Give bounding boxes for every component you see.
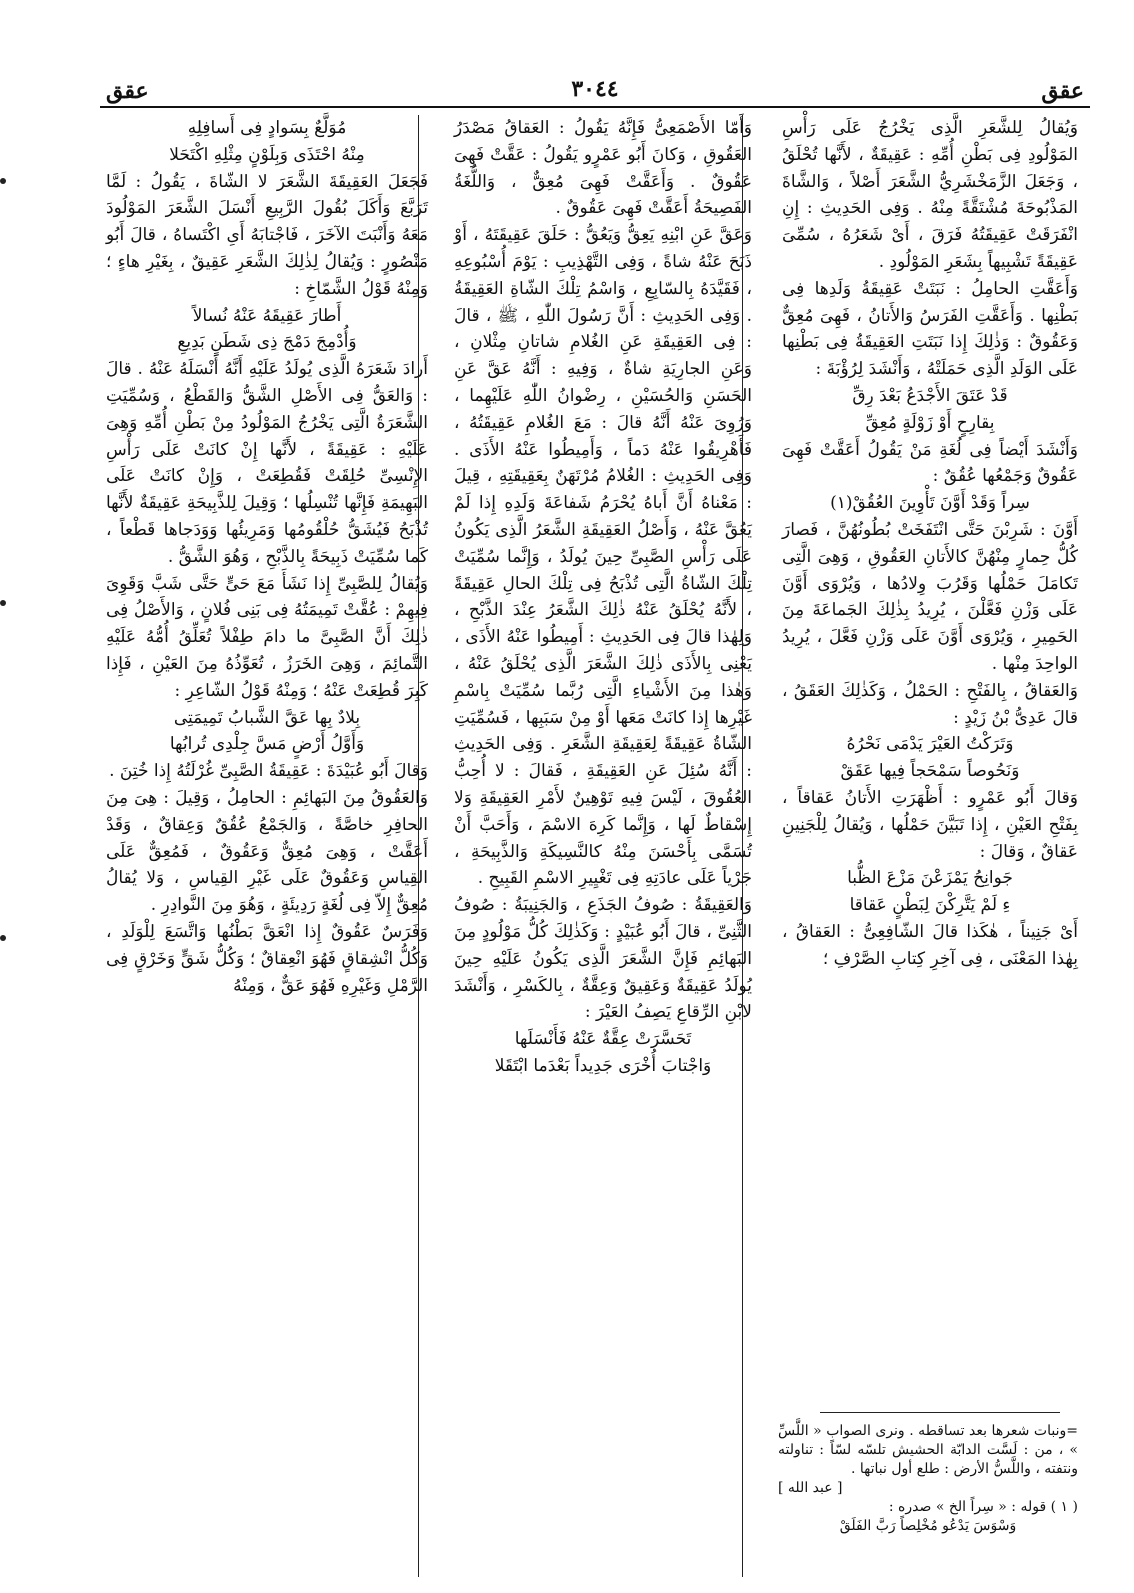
footnote-1: ( ١ ) قوله : « سِراً الخ » صدره : [888, 1499, 1078, 1515]
page-header [100, 76, 1090, 106]
verse-line: بِقارِحٍ أَوْ زَوْلَةٍ مُعِقِّ [865, 412, 995, 433]
column-middle [454, 115, 752, 1080]
paragraph: وَأَنْشَدَ أَيْضاً فِى لُغَةِ مَنْ يَقُولُ أَعَقَّتْ فَهِىَ عَقُوقٌ وَجَمْعُها عُقُقٌ : [782, 439, 1078, 487]
verse-line: مُوَلَّعٌ بِسَوادٍ فِى أَسافِلِهِ [187, 118, 347, 138]
paragraph: وَيُقالُ لِلصَّبِىِّ إِذا نَشَأَ مَعَ حَىٍّ حَتَّى شَبَّ وَقَوِىَ فِيهِمْ : عُقَّتْ تَمِيمَتُهُ فِى بَنِى فُلانٍ ، وَالأَصْلُ فِى ذٰلِكَ أَنَّ الصَّبِىَّ ما دامَ طِفْلاً تُعَلِّقُ أُمُّهُ عَلَيْهِ التَّمائِمَ ، وَهِىَ الخَرَزُ ، تُعَوِّذُهُ مِنَ العَيْنِ ، فَإِذا كَبِرَ قُطِعَتْ عَنْهُ ؛ وَمِنْهُ قَوْلُ الشّاعِرِ : [106, 573, 428, 701]
verse-line: ءِ لَمْ يَتَّرِكْنَ لِبَطْنٍ عَقاقا [849, 895, 1011, 916]
paragraph: أَرادَ شَعَرَهُ الَّذِى يُولَدُ عَلَيْهِ أَنَّهُ أَنْسَلَهُ عَنْهُ . قالَ : وَالعَقُّ فِى الأَصْلِ الشَّقُّ وَالقَطْعُ ، وَسُمِّيَتِ الشَّعَرَةُ الَّتِى يَخْرُجُ المَوْلُودُ مِنْ بَطْنِ أُمِّهِ وَهِىَ عَلَيْهِ : عَقِيقَةً ، لأَنَّها إِنْ كانَتْ عَلَى رَأْسِ الإِنْسِىِّ حُلِقَتْ فَقُطِعَتْ ، وَإِنْ كانَتْ عَلَى البَهِيمَةِ فَإِنَّها تُنْسِلُها ؛ وَقِيلَ لِلذَّبِيحَةِ عَقِيقَةٌ لأَنَّها تُذْبَحُ فَيُشَقُّ حُلْقُومُها وَمَرِيئُها وَوَدَجاها قَطْعاً ، كَما سُمِّيَتْ ذَبِيحَةً بِالذَّبْحِ ، وَهُوَ الشَّقُّ . [106, 359, 428, 567]
scan-mark [0, 600, 6, 606]
column-left [106, 115, 428, 999]
scan-mark [0, 935, 6, 941]
footnotes [778, 1422, 1078, 1536]
paragraph: أَوَّنَ : شَرِبْنَ حَتَّى انْتَفَخَتْ بُطُونُهُنَّ ، فَصارَ كُلُّ حِمارٍ مِنْهُنَّ كالأَتانِ العَقُوقِ ، وَهِىَ الَّتِى تَكامَلَ حَمْلُها وَقَرُبَ وِلادُها ، وَيُرْوَى أَوَّنَ عَلَى وَزْنِ فَعَّلْنَ ، يُرِيدُ بِذٰلِكَ الجَماعَةَ مِنَ الحَمِيرِ ، وَيُرْوَى أَوَّنَ عَلَى وَزْنِ فَعَّلَ ، يُرِيدُ الواحِدَ مِنْها . [782, 519, 1078, 674]
headword-right: عقق [1041, 78, 1084, 104]
verse-line: قَدْ عَتَقَ الأَجْدَعُ بَعْدَ رِقِّ [852, 385, 1008, 406]
verse-line: تَحَسَّرَتْ عِقَّةٌ عَنْهُ فَأَنْسَلَها [514, 1029, 692, 1050]
verse-line: وَأَوَّلُ أَرْضٍ مَسَّ جِلْدِى تُرابُها [169, 734, 365, 755]
paragraph: وَقالَ أَبُو عَمْرٍو : أَظْهَرَتِ الأَتانُ عَقاقاً ، بِفَتْحِ العَيْنِ ، إِذا تَبَيَّنَ حَمْلُها ، وَيُقالُ لِلْجَنِينِ عَقاقٌ ، وَقالَ : [782, 787, 1078, 862]
paragraph: وَالعَقِيقَةُ : صُوفُ الجَذَعِ ، وَالجَنِيبَةُ : صُوفُ الثَّنِىِّ ، قالَ أَبُو عُبَيْدٍ : وَكَذٰلِكَ كُلُّ مَوْلُودٍ مِنَ البَهائِمِ فَإِنَّ الشَّعَرَ الَّذِى يَكُونُ عَلَيْهِ حِينَ يُولَدُ عَقِيقَةٌ وَعَقِيقٌ وَعِقَّةٌ ، بِالكَسْرِ ، وَأَنْشَدَ لابْنِ الرِّقاعِ يَصِفُ العَيْرَ : [454, 895, 752, 1023]
page-number: ٣٠٤٤ [571, 76, 619, 102]
paragraph: وَالعَقُوقُ مِنَ البَهائِمِ : الحامِلُ ، وَقِيلَ : هِىَ مِنَ الحافِرِ خاصَّةً ، وَالجَمْعُ عُقُقٌ وَعِقاقٌ ، وَقَدْ أَعَقَّتْ ، وَهِىَ مُعِقٌّ وَعَقُوقٌ ، فَمُعِقٌّ عَلَى القِياسِ وَعَقُوقٌ عَلَى غَيْرِ القِياسِ ، وَلا يُقالُ مُعِقٌّ إِلاّ فِى لُغَةٍ رَدِيئَةٍ ، وَهُوَ مِنَ النَّوادِرِ . [106, 787, 428, 916]
header-rule [100, 106, 1090, 108]
footnote-verse: وَسْوَسَ يَدْعُو مُخْلِصاً رَبَّ الفَلَقْ [839, 1518, 1017, 1534]
paragraph: فَجَعَلَ العَقِيقَةَ الشَّعَرَ لا الشّاةَ ، يَقُولُ : لَمَّا تَرَبَّعَ وَأَكَلَ بُقُولَ الرَّبِيعِ أَنْسَلَ الشَّعَرَ المَوْلُودَ مَعَهُ وَأَنْبَتَ الآخَرَ ، فَاجْتابَهُ أَىِ اكْتَساهُ ، قالَ أَبُو مَنْصُورٍ : وَيُقالُ لِذٰلِكَ الشَّعَرِ عَقِيقٌ ، بِغَيْرِ هاءٍ ؛ وَمِنْهُ قَوْلُ الشَّمّاخِ : [106, 171, 428, 299]
paragraph: وَيُقالُ لِلشَّعَرِ الَّذِى يَخْرُجُ عَلَى رَأْسِ المَوْلُودِ فِى بَطْنِ أُمِّهِ : عَقِيقَةٌ ، لأَنَّها تُحْلَقُ ، وَجَعَلَ الزَّمَخْشَرِيُّ الشَّعَرَ أَصْلاً ، وَالشَّاةَ المَذْبُوحَةَ مُشْتَقَّةً مِنْهُ . وَفِى الحَدِيثِ : إِنِ انْفَرَقَتْ عَقِيقَتُهُ فَرَقَ ، أَىْ شَعَرُهُ ، سُمِّىَ عَقِيقَةً تَشْبِيهاً بِشَعَرِ المَوْلُودِ . [782, 118, 1078, 272]
paragraph: وَأَمّا الأَصْمَعِىُّ فَإِنَّهُ يَقُولُ : العَقاقُ مَصْدَرُ العَقُوقِ ، وَكانَ أَبُو عَمْرٍو يَقُولُ : عَقَّتْ فَهِىَ عَقُوقٌ . وَأَعَقَّتْ فَهِىَ مُعِقٌّ ، وَاللُّغَةُ الفَصِيحَةُ أَعَقَّتْ فَهِىَ عَقُوقٌ . [454, 118, 752, 219]
verse-line: جَوانِحُ يَمْزَعْنَ مَزْعَ الظُّبا [847, 868, 1013, 889]
verse-line: بِلادٌ بِها عَقَّ الشَّبابُ تَمِيمَتِى [173, 707, 361, 728]
scan-mark [0, 178, 6, 184]
paragraph: أَىْ جَنِيناً ، هٰكَذا قالَ الشّافِعِىُّ : العَقاقُ ، بِهٰذا المَعْنَى ، فِى آخِرِ كِتابِ الصَّرْفِ ؛ [782, 921, 1078, 969]
paragraph: وَأَعَقَّتِ الحامِلُ : نَبَتَتْ عَقِيقَةُ وَلَدِها فِى بَطْنِها . وَأَعَقَّتِ الفَرَسُ وَالأَتانُ ، فَهِىَ مُعِقٌّ وَعَقُوقٌ : وَذٰلِكَ إِذا نَبَتَتِ العَقِيقَةُ فِى بَطْنِها عَلَى الوَلَدِ الَّذِى حَمَلَتْهُ ، وَأَنْشَدَ لِرُؤْبَةَ : [782, 278, 1078, 380]
verse-line: وَنَحُوصاً سَمْحَجاً فِيها عَقَقْ [840, 761, 1020, 782]
paragraph: وَقالَ أَبُو عُبَيْدَةَ : عَقِيقَةُ الصَّبِىِّ غُرْلَتُهُ إِذا خُتِنَ . [109, 761, 428, 782]
verse-line: وَأُدْمِجَ دَمْجَ ذِى شَطَنٍ بَدِيعِ [177, 332, 357, 353]
column-right [782, 115, 1078, 973]
verse-line: سِراً وَقَدْ أَوَّنَ تَأْوِينَ العُقُقْ(١) [830, 493, 1030, 514]
paragraph: وَعَقَّ عَنِ ابْنِهِ يَعِقُّ وَيَعُقُّ : حَلَقَ عَقِيقَتَهُ ، أَوْ ذَبَحَ عَنْهُ شاةً ، وَفِى التَّهْذِيبِ : يَوْمَ أُسْبُوعِهِ ، فَقَيَّدَهُ بِالسّابِعِ ، وَاسْمُ تِلْكَ الشّاةِ العَقِيقَةُ . وَفِى الحَدِيثِ : أَنَّ رَسُولَ اللّٰهِ ، ﷺ ، قالَ : فِى العَقِيقَةِ عَنِ الغُلامِ شاتانِ مِثْلانِ ، وَعَنِ الجارِيَةِ شاةٌ ، وَفِيهِ : أَنَّهُ عَقَّ عَنِ الحَسَنِ وَالحُسَيْنِ ، رِضْوانُ اللّٰهِ عَلَيْهِما ، وَرُوِىَ عَنْهُ أَنَّهُ قالَ : مَعَ الغُلامِ عَقِيقَتُهُ ، فَأَهْرِيقُوا عَنْهُ دَماً ، وَأَمِيطُوا عَنْهُ الأَذَى . وَفِى الحَدِيثِ : الغُلامُ مُرْتَهَنٌ بِعَقِيقَتِهِ ، قِيلَ : مَعْناهُ أَنَّ أَباهُ يُحْرَمُ شَفاعَةَ وَلَدِهِ إِذا لَمْ يَعُقَّ عَنْهُ ، وَأَصْلُ العَقِيقَةِ الشَّعَرُ الَّذِى يَكُونُ عَلَى رَأْسِ الصَّبِىِّ حِينَ يُولَدُ ، وَإِنَّما سُمِّيَتْ تِلْكَ الشّاةُ الَّتِى تُذْبَحُ فِى تِلْكَ الحالِ عَقِيقَةً ، لأَنَّهُ يُحْلَقُ عَنْهُ ذٰلِكَ الشَّعَرُ عِنْدَ الذَّبْحِ ، وَلِهٰذا قالَ فِى الحَدِيثِ : أَمِيطُوا عَنْهُ الأَذَى ، يَعْنِى بِالأَذَى ذٰلِكَ الشَّعَرَ الَّذِى يُحْلَقُ عَنْهُ ، وَهٰذا مِنَ الأَشْياءِ الَّتِى رُبَّما سُمِّيَتْ بِاسْمِ غَيْرِها إِذا كانَتْ مَعَها أَوْ مِنْ سَبَبِها ، فَسُمِّيَتِ الشّاةُ عَقِيقَةً لِعَقِيقَةِ الشَّعَرِ . وَفِى الحَدِيثِ : أَنَّهُ سُئِلَ عَنِ العَقِيقَةِ ، فَقالَ : لا أُحِبُّ العُقُوقَ ، لَيْسَ فِيهِ تَوْهِينٌ لأَمْرِ العَقِيقَةِ وَلا إِسْقاطٌ لَها ، وَإِنَّما كَرِهَ الاسْمَ ، وَأَحَبَّ أَنْ تُسَمَّى بِأَحْسَنَ مِنْهُ كالنَّسِيكَةِ وَالذَّبِيحَةِ ، جَرْياً عَلَى عادَتِهِ فِى تَغْيِيرِ الاسْمِ القَبِيحِ . [454, 225, 752, 889]
verse-line: أَطارَ عَقِيقَهُ عَنْهُ نُسالاً [192, 305, 342, 326]
paragraph: وَالعَقاقُ ، بِالفَتْحِ : الحَمْلُ ، وَكَذٰلِكَ العَقَقُ ، قالَ عَدِىُّ بْنُ زَيْدٍ : [782, 680, 1078, 728]
verse-line: مِنْهُ احْتَذَى وَبِلَوْنٍ مِثْلِهِ اكْتَحَلا [169, 144, 365, 165]
paragraph: وَفَرَسٌ عَقُوقٌ إِذا انْعَقَّ بَطْنُها وَاتَّسَعَ لِلْوَلَدِ ، وَكُلُّ انْشِقاقٍ فَهُوَ انْعِقاقٌ ؛ وَكُلُّ شَقٍّ وَخَرْقٍ فِى الرَّمْلِ وَغَيْرِهِ فَهُوَ عَقٌّ ، وَمِنْهُ [106, 921, 428, 996]
footnote-signature: [ عبد الله ] [778, 1480, 843, 1496]
footnote-continuation: =ونبات شعرها بعد تساقطه . ونرى الصواب « اللَّسِّ » ، من : لَسَّت الدابّة الحشيش تلسّه لسّاً : تناولته ونتفته ، واللَّسُّ الأرض : طلع أول نباتها . [778, 1423, 1078, 1477]
verse-line: وَاجْتابَ أُخْرَى جَدِيداً بَعْدَما ابْتَقَلا [494, 1055, 712, 1076]
verse-line: وَتَرَكْتُ العَيْرَ يَدْمَى نَحْرُهُ [846, 734, 1014, 755]
headword-left: عقق [106, 78, 149, 104]
footnote-rule [820, 1412, 1060, 1413]
